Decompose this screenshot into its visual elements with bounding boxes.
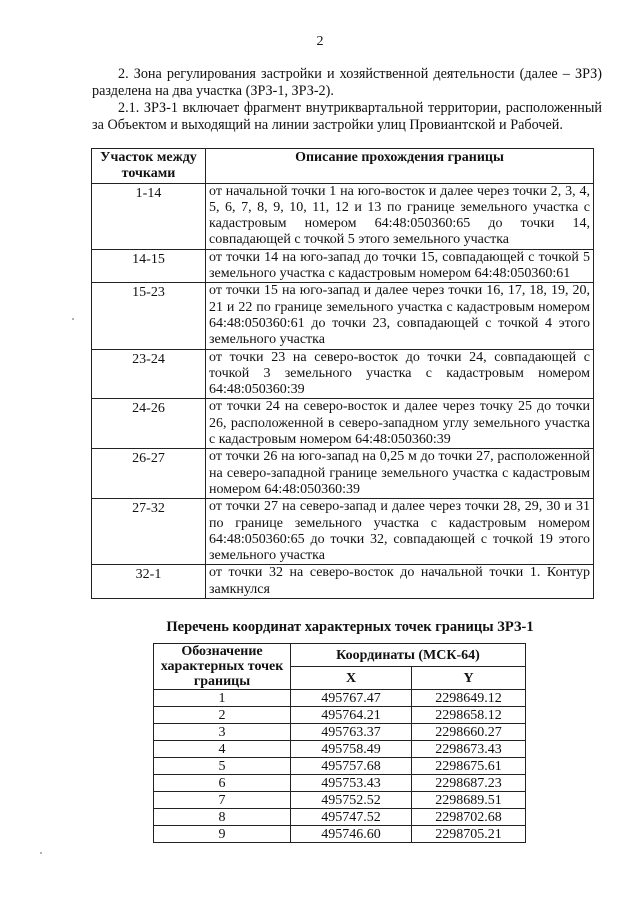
point-number-cell: 9 [154, 826, 291, 843]
x-coordinate-cell: 495746.60 [291, 826, 412, 843]
scan-speck [40, 852, 42, 854]
y-coordinate-cell: 2298705.21 [412, 826, 526, 843]
x-coordinate-cell: 495763.37 [291, 724, 412, 741]
table-row [92, 499, 594, 565]
segment-cell: 32-1 [92, 565, 206, 599]
table-row [92, 349, 594, 399]
segment-cell: 24-26 [92, 399, 206, 449]
column-header-description: Описание прохождения границы [206, 149, 594, 184]
table-header-row [154, 644, 526, 667]
x-coordinate-cell: 495752.52 [291, 792, 412, 809]
description-cell: от точки 24 на северо-восток и далее через точку 25 до точки 26, расположенной в северо-западном углу земельного участка с кадастровым номером 64:48:050360:39 [206, 399, 594, 449]
table-row [92, 449, 594, 499]
description-cell: от точки 26 на юго-запад на 0,25 м до точки 27, расположенной на северо-западной границе земельного участка с кадастровым номером 64:48:050360:39 [206, 449, 594, 499]
table-row [92, 565, 594, 599]
column-header-coordinates: Координаты (МСК-64) [291, 644, 526, 667]
description-cell: от точки 27 на северо-запад и далее через точки 28, 29, 30 и 31 по границе земельного участка с кадастровым номером 64:48:050360:65 до точки 32, совпадающей с точкой 19 этого земельного участка [206, 499, 594, 565]
paragraph-zrz1-description: 2.1. ЗРЗ-1 включает фрагмент внутриквартальной территории, расположенный за Объектом и выходящий на линии застройки улиц Провиантской и Рабочей. [92, 100, 602, 133]
coordinates-title: Перечень координат характерных точек границы ЗРЗ-1 [166, 619, 534, 635]
description-cell: от точки 14 на юго-запад до точки 15, совпадающей с точкой 5 земельного участка с кадастровым номером 64:48:050360:61 [206, 249, 594, 283]
y-coordinate-cell: 2298689.51 [412, 792, 526, 809]
coordinates-table [153, 643, 526, 843]
column-header-segment: Участок между точками [92, 149, 206, 184]
table-row [154, 741, 526, 758]
point-number-cell: 1 [154, 690, 291, 707]
x-coordinate-cell: 495753.43 [291, 775, 412, 792]
y-coordinate-cell: 2298658.12 [412, 707, 526, 724]
boundary-description-table [91, 148, 594, 599]
table-row [92, 183, 594, 249]
table-row [154, 724, 526, 741]
paragraph-zrz-zone: 2. Зона регулирования застройки и хозяйственной деятельности (далее – ЗРЗ) разделена на два участка (ЗРЗ-1, ЗРЗ-2). [92, 66, 602, 99]
point-number-cell: 8 [154, 809, 291, 826]
description-cell: от начальной точки 1 на юго-восток и далее через точки 2, 3, 4, 5, 6, 7, 8, 9, 10, 11, 12 и 13 по границе земельного участка с кадастровым номером 64:48:050360:65 до точки 14, совпадающей с точкой 5 этого земельного участка [206, 183, 594, 249]
description-cell: от точки 23 на северо-восток до точки 24, совпадающей с точкой 3 земельного участка с кадастровым номером 64:48:050360:39 [206, 349, 594, 399]
table-row [154, 758, 526, 775]
segment-cell: 1-14 [92, 183, 206, 249]
description-cell: от точки 32 на северо-восток до начальной точки 1. Контур замкнулся [206, 565, 594, 599]
segment-cell: 26-27 [92, 449, 206, 499]
point-number-cell: 4 [154, 741, 291, 758]
scan-speck [72, 318, 74, 320]
table-row [154, 775, 526, 792]
description-cell: от точки 15 на юго-запад и далее через точки 16, 17, 18, 19, 20, 21 и 22 по границе земельного участка с кадастровым номером 64:48:050360:61 до точки 23, совпадающей с точкой 4 этого земельного участка [206, 283, 594, 349]
point-number-cell: 5 [154, 758, 291, 775]
y-coordinate-cell: 2298675.61 [412, 758, 526, 775]
y-coordinate-cell: 2298687.23 [412, 775, 526, 792]
column-header-point: Обозначение характерных точек границы [154, 644, 291, 690]
table-row [154, 707, 526, 724]
table-header-row [92, 149, 594, 184]
table-row [154, 809, 526, 826]
segment-cell: 27-32 [92, 499, 206, 565]
column-header-y: Y [412, 667, 526, 690]
segment-cell: 23-24 [92, 349, 206, 399]
table-row [92, 249, 594, 283]
segment-cell: 15-23 [92, 283, 206, 349]
y-coordinate-cell: 2298673.43 [412, 741, 526, 758]
x-coordinate-cell: 495764.21 [291, 707, 412, 724]
point-number-cell: 7 [154, 792, 291, 809]
segment-cell: 14-15 [92, 249, 206, 283]
x-coordinate-cell: 495758.49 [291, 741, 412, 758]
page-number: 2 [316, 34, 324, 49]
table-row [154, 690, 526, 707]
x-coordinate-cell: 495757.68 [291, 758, 412, 775]
table-row [154, 826, 526, 843]
column-header-x: X [291, 667, 412, 690]
y-coordinate-cell: 2298702.68 [412, 809, 526, 826]
point-number-cell: 6 [154, 775, 291, 792]
x-coordinate-cell: 495767.47 [291, 690, 412, 707]
y-coordinate-cell: 2298649.12 [412, 690, 526, 707]
table-row [92, 399, 594, 449]
table-row [92, 283, 594, 349]
y-coordinate-cell: 2298660.27 [412, 724, 526, 741]
point-number-cell: 2 [154, 707, 291, 724]
x-coordinate-cell: 495747.52 [291, 809, 412, 826]
point-number-cell: 3 [154, 724, 291, 741]
table-row [154, 792, 526, 809]
